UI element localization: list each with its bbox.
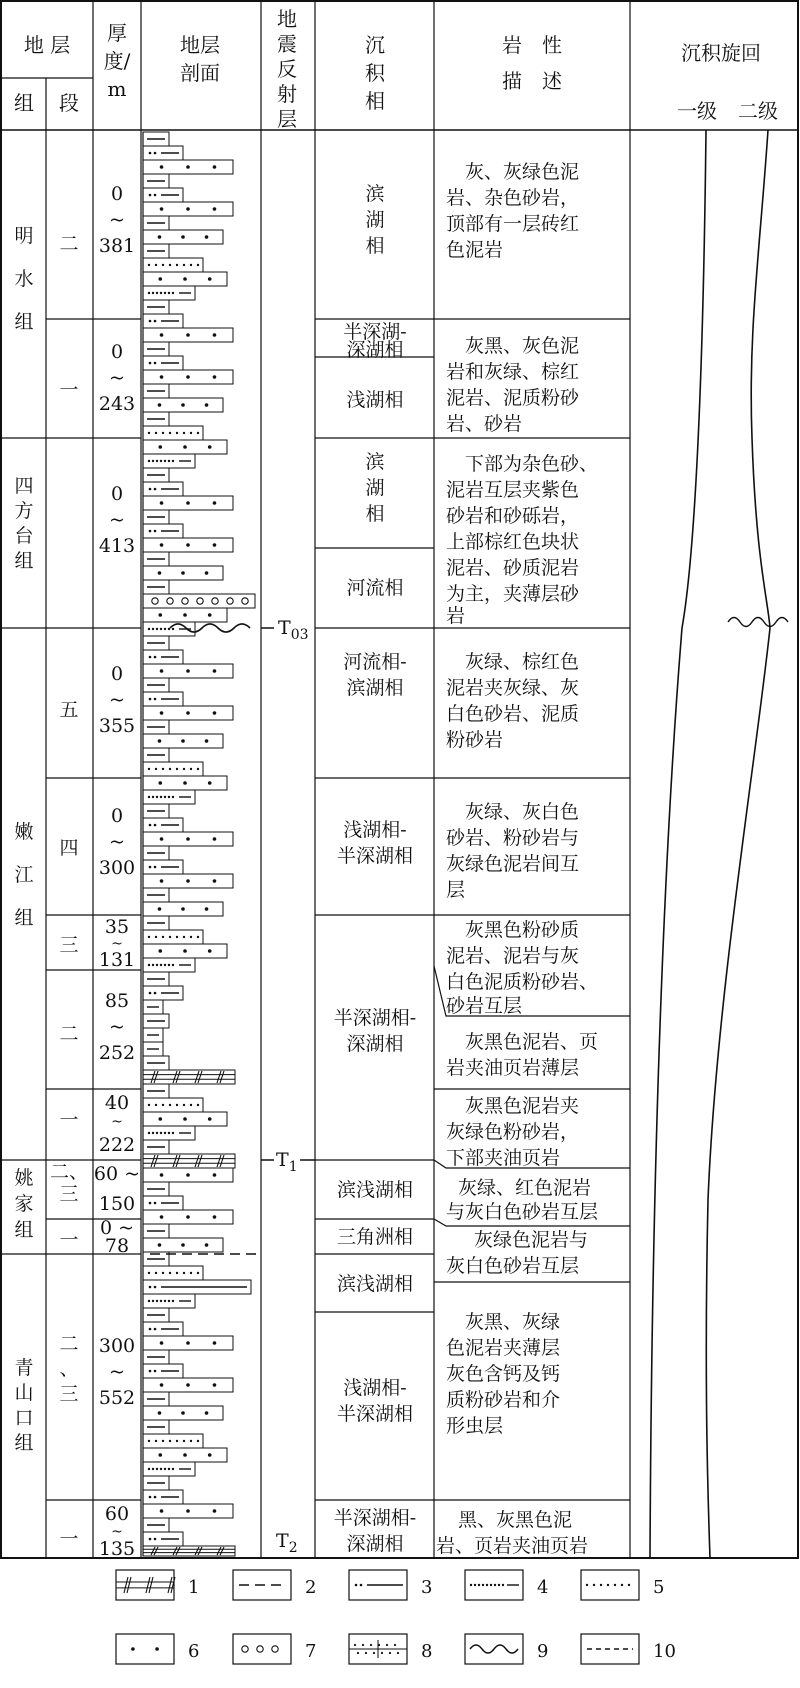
litho-bed-mudstone xyxy=(143,510,169,524)
legend-number: 6 xyxy=(188,1641,200,1662)
svg-text:层: 层 xyxy=(446,879,466,901)
member-label: 一 xyxy=(59,379,79,401)
thickness-value: 150 xyxy=(98,1193,136,1215)
litho-bed-mudstone xyxy=(143,300,169,314)
svg-text:形虫层: 形虫层 xyxy=(446,1415,504,1437)
litho-bed-mudstone xyxy=(143,412,169,426)
litho-bed-muddy-siltstone xyxy=(143,454,195,468)
litho-bed-mudstone xyxy=(143,1014,169,1028)
litho-bed-sandstone xyxy=(143,328,233,342)
thickness-value: 300 xyxy=(98,1335,136,1357)
litho-bed-silty-mudstone xyxy=(143,692,183,706)
facies-cell xyxy=(346,389,403,411)
svg-text:色泥岩: 色泥岩 xyxy=(446,239,504,261)
svg-text:灰黑色泥岩、页: 灰黑色泥岩、页 xyxy=(446,1031,599,1053)
litho-bed-mudstone xyxy=(143,1084,169,1098)
litho-bed-muddy-siltstone xyxy=(143,1462,195,1476)
legend-number: 2 xyxy=(305,1577,317,1598)
thickness-value: 131 xyxy=(98,949,136,971)
svg-text:半深湖相-: 半深湖相- xyxy=(333,1007,417,1029)
svg-text:砂岩和砂砾岩，: 砂岩和砂砾岩， xyxy=(446,505,580,527)
svg-text:岩、砂岩: 岩、砂岩 xyxy=(446,413,523,435)
litho-bed-mudstone xyxy=(143,1140,169,1154)
litho-bed-sandstone xyxy=(143,566,223,580)
litho-bed-mudstone xyxy=(143,888,169,902)
litho-bed-sandstone xyxy=(143,440,227,454)
litho-bed-sandstone xyxy=(143,832,233,846)
lithology-cell xyxy=(446,1095,579,1169)
svg-text:白色砂岩、泥质: 白色砂岩、泥质 xyxy=(446,703,580,725)
svg-text:色泥岩夹薄层: 色泥岩夹薄层 xyxy=(446,1337,561,1359)
litho-bed-sandstone xyxy=(143,1378,233,1392)
facies-cell xyxy=(343,321,406,361)
litho-bed-oil-shale xyxy=(143,1546,235,1556)
thickness-value: 78 xyxy=(104,1235,130,1257)
litho-bed-mudstone xyxy=(143,748,169,762)
litho-bed-mudstone xyxy=(143,846,169,860)
litho-bed-sandstone xyxy=(143,776,227,790)
litho-bed-muddy-siltstone xyxy=(143,958,195,972)
svg-text:质粉砂岩和介: 质粉砂岩和介 xyxy=(446,1389,561,1411)
svg-text:砂岩、粉砂岩与: 砂岩、粉砂岩与 xyxy=(446,827,580,849)
litho-bed-mudstone xyxy=(143,972,169,986)
thickness-value: 243 xyxy=(98,393,136,415)
litho-bed-siltstone xyxy=(143,930,203,944)
svg-text:灰绿、灰白色: 灰绿、灰白色 xyxy=(446,801,580,823)
svg-text:半深湖-: 半深湖- xyxy=(343,321,407,343)
litho-bed-sandstone xyxy=(143,706,233,720)
member-label: 二 xyxy=(59,1333,79,1355)
thickness-value: 0 xyxy=(110,341,124,363)
svg-text:水: 水 xyxy=(14,268,34,290)
thickness-value: ~ xyxy=(109,367,125,389)
header-seismic-3: 反 xyxy=(277,57,297,81)
facies-cell xyxy=(365,183,384,257)
litho-bed-sandstone xyxy=(143,1238,223,1252)
litho-bed-mudstone xyxy=(143,1350,169,1364)
header-stratum: 地 层 xyxy=(23,33,71,57)
legend-number: 7 xyxy=(305,1641,317,1662)
svg-text:下部为杂色砂、: 下部为杂色砂、 xyxy=(446,453,599,475)
legend-number: 4 xyxy=(537,1577,549,1598)
formation-yaojia xyxy=(14,1167,33,1241)
svg-text:青: 青 xyxy=(14,1357,34,1379)
thickness-value: 381 xyxy=(98,235,136,257)
litho-bed-silty-mudstone xyxy=(143,860,183,874)
svg-text:组: 组 xyxy=(14,550,34,572)
member-label: 二 xyxy=(59,233,79,255)
thickness-value: ~ xyxy=(109,831,125,853)
litho-bed-siltstone xyxy=(143,258,203,272)
litho-bed-sandstone xyxy=(143,1336,233,1350)
svg-text:为主，夹薄层砂: 为主，夹薄层砂 xyxy=(446,583,580,605)
member-label: 五 xyxy=(59,699,79,721)
svg-text:浅湖相: 浅湖相 xyxy=(346,389,404,411)
thickness-value: 0 xyxy=(110,483,124,505)
facies-cell xyxy=(337,1273,413,1295)
thickness-value: 0 xyxy=(110,183,124,205)
litho-bed-sandstone xyxy=(143,664,233,678)
svg-text:深湖相: 深湖相 xyxy=(346,339,404,361)
litho-bed-sandstone xyxy=(143,1112,227,1126)
header-thickness-2: 度/ xyxy=(103,49,131,73)
svg-text:口: 口 xyxy=(14,1407,34,1429)
member-label: 二、 xyxy=(49,1161,89,1183)
header-member: 段 xyxy=(59,91,79,115)
thickness-value: ~ xyxy=(109,689,125,711)
litho-bed-silty-mudstone xyxy=(143,1490,183,1504)
svg-text:深湖相: 深湖相 xyxy=(346,1533,404,1555)
svg-text:灰绿、红色泥岩: 灰绿、红色泥岩 xyxy=(458,1177,592,1199)
litho-bed-sandstone xyxy=(143,496,233,510)
litho-bed-silty-mudstone xyxy=(143,482,183,496)
svg-text:组: 组 xyxy=(14,907,34,929)
svg-text:黑、灰黑色泥: 黑、灰黑色泥 xyxy=(458,1509,573,1531)
svg-text:灰白色砂岩互层: 灰白色砂岩互层 xyxy=(446,1255,580,1277)
svg-text:组: 组 xyxy=(14,1432,34,1454)
litho-bed-siltstone xyxy=(143,762,203,776)
member-label: 一 xyxy=(59,1109,79,1131)
svg-text:粉砂岩: 粉砂岩 xyxy=(446,729,504,751)
legend-number: 9 xyxy=(537,1641,549,1662)
header-lithology-1: 岩 性 xyxy=(502,33,562,57)
header-facies-2: 积 xyxy=(365,61,385,85)
litho-bed-muddy-siltstone xyxy=(143,790,195,804)
header-lithology-2: 描 述 xyxy=(502,69,562,93)
svg-text:滨: 滨 xyxy=(365,451,385,473)
litho-bed-mudstone xyxy=(143,678,169,692)
svg-text:台: 台 xyxy=(14,525,34,547)
svg-text:上部棕红色块状: 上部棕红色块状 xyxy=(446,531,580,553)
litho-bed-mudstone xyxy=(143,384,169,398)
member-label: 、 xyxy=(59,1358,79,1380)
lithology-cell xyxy=(446,453,598,627)
thickness-value: 222 xyxy=(98,1134,136,1156)
member-label: 四 xyxy=(59,837,79,859)
svg-text:滨浅湖相: 滨浅湖相 xyxy=(336,1179,414,1201)
svg-text:方: 方 xyxy=(14,500,34,522)
svg-text:白色泥质粉砂岩、: 白色泥质粉砂岩、 xyxy=(446,971,599,993)
legend-number: 10 xyxy=(653,1641,676,1662)
litho-bed-mudstone xyxy=(143,1028,163,1042)
litho-bed-mudstone xyxy=(143,342,169,356)
litho-bed-sandstone xyxy=(143,370,233,384)
litho-bed-sandstone xyxy=(143,874,233,888)
litho-bed-mudstone xyxy=(143,174,169,188)
svg-text:灰绿色泥岩与: 灰绿色泥岩与 xyxy=(474,1229,589,1251)
svg-text:T2: $T_2$ xyxy=(276,1530,298,1556)
header-seismic-5: 层 xyxy=(277,107,297,131)
litho-bed-silty-mudstone xyxy=(143,188,183,202)
thickness-value: 0 xyxy=(110,663,124,685)
svg-text:泥岩、泥质粉砂: 泥岩、泥质粉砂 xyxy=(446,387,580,409)
litho-bed-sandstone xyxy=(143,398,223,412)
facies-cell xyxy=(337,1226,413,1248)
thickness-value: 0 xyxy=(110,805,124,827)
svg-text:相: 相 xyxy=(365,235,385,257)
svg-text:湖: 湖 xyxy=(365,477,385,499)
svg-text:三角洲相: 三角洲相 xyxy=(336,1226,414,1248)
litho-bed-mudstone xyxy=(143,1308,169,1322)
legend-number: 3 xyxy=(421,1577,433,1598)
litho-bed-mudstone xyxy=(143,804,169,818)
header-seismic-2: 震 xyxy=(277,32,297,56)
litho-bed-mudstone xyxy=(143,1476,169,1490)
svg-text:顶部有一层砖红: 顶部有一层砖红 xyxy=(446,213,580,235)
litho-bed-silty-mudstone xyxy=(143,1364,183,1378)
svg-text:灰绿色泥岩间互: 灰绿色泥岩间互 xyxy=(446,853,580,875)
svg-text:河流相-: 河流相- xyxy=(343,651,407,673)
litho-bed-sandstone xyxy=(143,1168,233,1182)
litho-bed-mudstone xyxy=(143,132,169,146)
thickness-value: ~ xyxy=(109,1361,125,1383)
svg-text:岩夹油页岩薄层: 岩夹油页岩薄层 xyxy=(446,1057,580,1079)
litho-bed-oil-shale xyxy=(143,1154,235,1168)
thickness-value: 60 xyxy=(104,1503,130,1525)
svg-text:灰黑色粉砂质: 灰黑色粉砂质 xyxy=(446,919,580,941)
litho-bed-silty-mudstone xyxy=(143,986,183,1000)
litho-bed-silty-mudstone xyxy=(143,146,183,160)
thickness-value: 252 xyxy=(98,1042,136,1064)
litho-bed-siltstone xyxy=(143,1266,203,1280)
litho-bed-oil-shale xyxy=(143,1070,235,1084)
svg-text:浅湖相-: 浅湖相- xyxy=(343,819,407,841)
litho-bed-mudstone xyxy=(143,1420,169,1434)
svg-text:家: 家 xyxy=(14,1193,34,1215)
svg-text:滨浅湖相: 滨浅湖相 xyxy=(336,1273,414,1295)
litho-bed-sandstone xyxy=(143,1448,227,1462)
header-seismic-4: 射 xyxy=(277,82,297,106)
header-thickness-1: 厚 xyxy=(107,21,127,45)
litho-bed-sandstone xyxy=(143,160,233,174)
member-label: 二 xyxy=(59,1023,79,1045)
member-label: 一 xyxy=(59,1229,79,1251)
thickness-value: ~ xyxy=(109,209,125,231)
header-cycle-second: 二级 xyxy=(738,99,778,123)
svg-text:泥岩夹灰绿、灰: 泥岩夹灰绿、灰 xyxy=(446,677,580,699)
litho-bed-silty-mudstone xyxy=(143,650,183,664)
thickness-value: 85 xyxy=(104,990,130,1012)
litho-bed-mudstone xyxy=(143,552,169,566)
thickness-value: 60 ~ xyxy=(93,1163,141,1185)
thickness-value: 0 ~ xyxy=(99,1217,135,1239)
thickness-value: 413 xyxy=(98,535,136,557)
facies-cell xyxy=(346,577,403,599)
svg-text:山: 山 xyxy=(14,1382,34,1404)
legend-number: 8 xyxy=(421,1641,433,1662)
svg-text:组: 组 xyxy=(14,1219,34,1241)
litho-bed-silty-mudstone xyxy=(143,524,183,538)
litho-bed-mudstone xyxy=(143,580,169,594)
svg-text:岩、杂色砂岩，: 岩、杂色砂岩， xyxy=(446,187,580,209)
litho-bed-muddy-siltstone xyxy=(143,286,195,300)
svg-text:T03: $T_{03}$ xyxy=(278,617,309,643)
svg-text:半深湖相: 半深湖相 xyxy=(336,845,414,867)
litho-bed-mudstone xyxy=(143,1056,169,1070)
formation-nenjiang xyxy=(14,821,33,929)
svg-text:半深湖相: 半深湖相 xyxy=(336,1403,414,1425)
header-seismic-1: 地 xyxy=(277,7,297,31)
svg-text:河流相: 河流相 xyxy=(346,577,404,599)
litho-bed-mudstone xyxy=(143,216,169,230)
litho-bed-muddy-siltstone xyxy=(143,1294,195,1308)
svg-text:组: 组 xyxy=(14,311,34,333)
litho-bed-sandstone xyxy=(143,734,223,748)
litho-bed-mudstone xyxy=(143,1224,169,1238)
svg-text:灰黑、灰色泥: 灰黑、灰色泥 xyxy=(446,335,580,357)
litho-bed-silty-mudstone xyxy=(143,1532,183,1546)
thickness-value: 355 xyxy=(98,715,136,737)
svg-text:砂岩互层: 砂岩互层 xyxy=(446,995,523,1017)
svg-text:灰、灰绿色泥: 灰、灰绿色泥 xyxy=(446,161,580,183)
thickness-value: ~ xyxy=(111,1114,123,1130)
litho-bed-sandstone xyxy=(143,608,227,622)
litho-bed-sandstone xyxy=(143,902,223,916)
thickness-value: ~ xyxy=(111,936,123,952)
facies-cell xyxy=(365,451,384,525)
header-profile-2: 剖面 xyxy=(180,61,220,85)
svg-text:明: 明 xyxy=(14,225,34,247)
svg-text:半深湖相-: 半深湖相- xyxy=(333,1507,417,1529)
thickness-value: ~ xyxy=(109,1016,125,1038)
member-label: 三 xyxy=(59,934,79,956)
litho-bed-mudstone xyxy=(143,468,169,482)
litho-bed-sandstone xyxy=(143,1504,233,1518)
header-profile-1: 地层 xyxy=(180,33,220,57)
litho-bed-muddy-siltstone xyxy=(143,1126,195,1140)
litho-bed-sandstone xyxy=(143,1210,233,1224)
litho-bed-sandstone xyxy=(143,202,233,216)
svg-text:岩、页岩夹油页岩: 岩、页岩夹油页岩 xyxy=(436,1535,589,1557)
svg-text:江: 江 xyxy=(14,864,34,886)
litho-bed-siltstone xyxy=(143,1434,203,1448)
svg-text:泥岩、砂质泥岩: 泥岩、砂质泥岩 xyxy=(446,557,580,579)
thickness-value: ~ xyxy=(111,1524,123,1540)
litho-bed-conglomerate xyxy=(143,594,255,608)
litho-bed-siltstone xyxy=(143,426,203,440)
litho-bed-mudstone xyxy=(143,1000,163,1014)
thickness-value: 300 xyxy=(98,857,136,879)
litho-bed-silty-mudstone xyxy=(143,1196,183,1210)
svg-text:姚: 姚 xyxy=(14,1167,34,1189)
thickness-value: 35 xyxy=(104,916,130,938)
litho-bed-mudstone xyxy=(143,720,169,734)
thickness-value: 40 xyxy=(104,1092,130,1114)
litho-bed-sandstone xyxy=(143,230,223,244)
litho-bed-mudstone xyxy=(143,1182,169,1196)
header-thickness-3: m xyxy=(107,77,127,101)
header-facies-3: 相 xyxy=(365,89,385,113)
legend-number: 5 xyxy=(653,1577,665,1598)
thickness-value: 135 xyxy=(98,1538,136,1560)
member-label: 三 xyxy=(59,1383,79,1405)
svg-text:四: 四 xyxy=(14,475,34,497)
svg-text:嫩: 嫩 xyxy=(14,821,34,843)
litho-bed-mudstone xyxy=(143,636,169,650)
svg-text:滨: 滨 xyxy=(365,183,385,205)
svg-text:相: 相 xyxy=(365,503,385,525)
litho-bed-sandstone xyxy=(143,944,227,958)
svg-text:灰绿、棕红色: 灰绿、棕红色 xyxy=(446,651,580,673)
svg-text:泥岩互层夹紫色: 泥岩互层夹紫色 xyxy=(446,479,580,501)
litho-bed-mudstone xyxy=(143,916,169,930)
header-cycle-first: 一级 xyxy=(677,99,717,123)
litho-bed-sandstone xyxy=(143,538,233,552)
litho-bed-mudstone xyxy=(143,1392,169,1406)
svg-text:滨湖相: 滨湖相 xyxy=(346,677,404,699)
litho-bed-silty-mudstone xyxy=(143,818,183,832)
svg-text:与灰白色砂岩互层: 与灰白色砂岩互层 xyxy=(446,1201,599,1223)
thickness-value: 552 xyxy=(98,1387,136,1409)
litho-bed-sandstone xyxy=(143,1406,223,1420)
svg-text:泥岩、泥岩与灰: 泥岩、泥岩与灰 xyxy=(446,945,580,967)
litho-bed-mudstone xyxy=(143,244,169,258)
litho-bed-siltstone xyxy=(143,1098,203,1112)
header-facies-1: 沉 xyxy=(365,33,385,57)
svg-text:湖: 湖 xyxy=(365,209,385,231)
litho-bed-silty-mudstone xyxy=(143,1322,183,1336)
svg-text:灰黑色泥岩夹: 灰黑色泥岩夹 xyxy=(446,1095,580,1117)
facies-cell xyxy=(337,1179,413,1201)
svg-text:灰色含钙及钙: 灰色含钙及钙 xyxy=(446,1363,561,1385)
svg-text:岩: 岩 xyxy=(446,605,466,627)
svg-text:下部夹油页岩: 下部夹油页岩 xyxy=(446,1147,561,1169)
litho-bed-silty-mudstone xyxy=(143,356,183,370)
header-formation: 组 xyxy=(14,91,34,115)
member-label: 三 xyxy=(59,1183,79,1205)
member-label: 一 xyxy=(59,1528,79,1550)
header-cycle: 沉积旋回 xyxy=(681,41,761,65)
litho-bed-mudstone xyxy=(143,1518,169,1532)
litho-bed-sandstone xyxy=(143,272,227,286)
svg-text:浅湖相-: 浅湖相- xyxy=(343,1377,407,1399)
litho-bed-mudstone xyxy=(143,1042,163,1056)
litho-bed-silty-mudstone xyxy=(143,1280,251,1294)
formation-mingshui xyxy=(14,225,33,333)
litho-bed-silty-mudstone xyxy=(143,314,183,328)
legend-number: 1 xyxy=(188,1577,200,1598)
svg-text:深湖相: 深湖相 xyxy=(346,1033,404,1055)
thickness-value: ~ xyxy=(109,509,125,531)
svg-text:灰绿色粉砂岩，: 灰绿色粉砂岩， xyxy=(446,1121,580,1143)
svg-text:岩和灰绿、棕红: 岩和灰绿、棕红 xyxy=(446,361,580,383)
svg-text:灰黑、灰绿: 灰黑、灰绿 xyxy=(446,1311,561,1333)
svg-text:T1: $T_1$ xyxy=(276,1149,298,1175)
